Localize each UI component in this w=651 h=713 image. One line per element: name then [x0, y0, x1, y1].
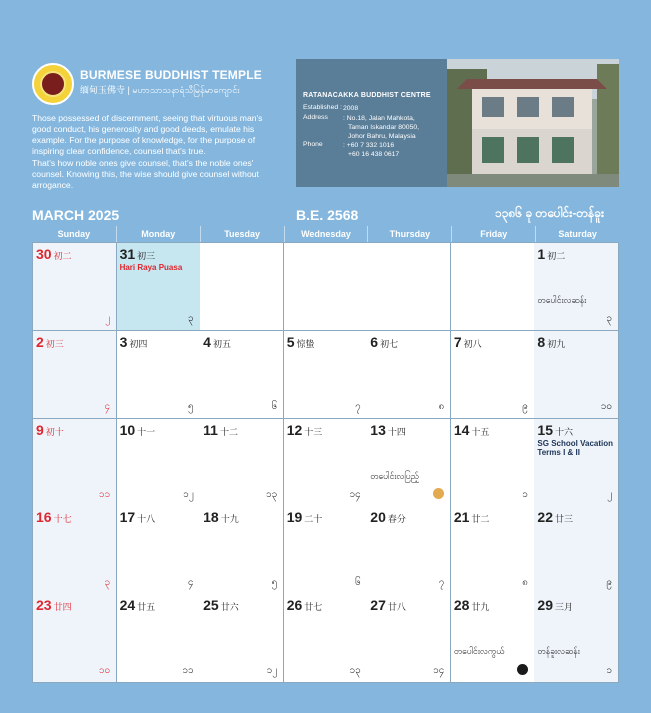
day-number-value: 3 [119, 333, 128, 350]
day-number-value: 9 [36, 421, 44, 438]
myanmar-date: ၂ [105, 313, 111, 325]
day-number-value: 27 [370, 597, 386, 614]
day-number [36, 509, 72, 525]
temple-name: BURMESE BUDDHIST TEMPLE [80, 68, 262, 82]
day-number [287, 597, 323, 613]
lunar-date: 初七 [380, 338, 399, 349]
myanmar-date: ၁၄ [349, 488, 361, 500]
day-number-value: 2 [36, 333, 44, 350]
day-cell-28[interactable] [451, 594, 535, 682]
lunar-date: 十九 [220, 514, 239, 525]
address-line: : No.18, Jalan Mahkota, [343, 115, 415, 122]
day-number [537, 334, 565, 350]
day-number-value: 22 [537, 509, 553, 526]
empty-day-cell [451, 243, 535, 331]
lunar-date: 廿七 [304, 602, 323, 613]
day-number [120, 509, 156, 525]
myanmar-date: ၁၀ [600, 401, 612, 413]
day-cell-9[interactable] [33, 419, 117, 507]
day-event: SG School Vacation Terms I & II [537, 438, 613, 457]
myanmar-date: ၁၁ [182, 665, 194, 677]
day-number-value: 4 [203, 333, 211, 350]
day-cell-20[interactable] [367, 506, 451, 594]
day-number-value: 30 [36, 246, 52, 262]
myanmar-date: ၄ [188, 576, 194, 588]
myanmar-date: ၁၃ [265, 488, 278, 500]
empty-day-cell [367, 243, 451, 331]
myanmar-date: ၁ [606, 665, 612, 677]
day-number-value: 16 [36, 509, 52, 526]
myanmar-date: ၃ [606, 313, 612, 325]
weekday-saturday: Saturday [535, 226, 619, 242]
myanmar-date: ၁၂ [183, 488, 194, 500]
day-cell-5[interactable] [284, 331, 368, 419]
lunar-date: 初九 [547, 338, 566, 349]
day-number [120, 422, 156, 438]
day-number [537, 422, 573, 438]
day-cell-21[interactable] [451, 506, 535, 594]
day-cell-10[interactable] [117, 419, 201, 507]
day-number-value: 7 [453, 333, 462, 350]
lunar-date: 十五 [471, 426, 490, 437]
day-number-value: 28 [453, 597, 470, 614]
myanmar-date: ၁၁ [98, 488, 111, 500]
new-moon-icon [517, 664, 528, 675]
myanmar-date: ၇ [355, 401, 361, 413]
day-number-value: 25 [203, 597, 219, 614]
myanmar-date: ၇ [438, 576, 445, 588]
day-number-value: 13 [370, 421, 386, 438]
day-cell-27[interactable] [367, 594, 451, 682]
day-cell-14[interactable] [451, 419, 535, 507]
quote-paragraph-1: Those possessed of discernment, seeing that virtuous man's good conduct, his generosity and good deeds, emulate his example. For the purpose of knowledge, for the purpose of inspiring clear confidence, counsel that's true. [32, 113, 263, 156]
day-number [454, 509, 490, 525]
quote-paragraph-2: That's how noble ones give counsel, that's the noble ones' counsel. Knowing this, the wise should give counsel without arrogance. [32, 158, 259, 190]
lunar-date: 十七 [53, 514, 72, 525]
lunar-date: 廿三 [555, 514, 574, 525]
myanmar-date: ၁၀ [98, 665, 111, 677]
lunar-date: 廿五 [137, 602, 156, 613]
day-number [370, 422, 406, 438]
day-number-value: 15 [537, 421, 553, 438]
phone-value [343, 141, 453, 159]
day-number [287, 422, 323, 438]
day-number [203, 597, 239, 613]
lunar-date: 廿九 [471, 602, 490, 613]
day-number-value: 26 [286, 597, 303, 614]
centre-title: RATANACAKKA BUDDHIST CENTRE [303, 92, 431, 99]
phone-line: +60 16 438 0617 [348, 151, 400, 158]
day-cell-18[interactable] [200, 506, 284, 594]
weekday-sunday: Sunday [57, 229, 91, 239]
temple-logo [32, 63, 74, 105]
lunar-date: 十八 [137, 514, 156, 525]
day-number-value: 17 [119, 509, 136, 526]
day-number [36, 334, 64, 350]
address-line: Taman Iskandar 80050, [348, 124, 420, 131]
day-number [36, 422, 64, 438]
day-cell-26[interactable] [284, 594, 368, 682]
day-number-value: 24 [119, 597, 136, 614]
day-cell-4[interactable] [200, 331, 284, 419]
full-moon-icon [433, 488, 444, 499]
day-number-value: 1 [537, 246, 546, 262]
established-label: Established : [303, 104, 342, 111]
calendar-month: MARCH 2025 [32, 207, 120, 223]
lunar-date: 十四 [387, 426, 406, 437]
myanmar-date: ၈ [522, 576, 528, 588]
day-number [203, 334, 231, 350]
day-number [203, 422, 238, 438]
day-cell-6[interactable] [367, 331, 451, 419]
calendar-myanmar-month: ၁၃၈၆ ခု တပေါင်း-တန်ခူး [495, 206, 605, 220]
day-number-value: 12 [286, 421, 303, 438]
day-number-value: 18 [203, 509, 219, 526]
myanmar-date: ၉ [606, 576, 612, 588]
day-cell-13[interactable] [367, 419, 451, 507]
day-cell-2[interactable] [33, 331, 117, 419]
day-number [537, 597, 573, 613]
day-number-value: 29 [537, 597, 553, 614]
day-cell-22[interactable] [534, 506, 618, 594]
established-value: 2008 [343, 105, 359, 112]
address-label: Address [303, 114, 328, 121]
day-cell-3[interactable] [117, 331, 201, 419]
day-number-value: 10 [119, 421, 136, 438]
empty-day-cell [200, 243, 284, 331]
day-number [36, 246, 72, 262]
myanmar-date: ၅ [271, 576, 278, 588]
day-number [287, 334, 315, 350]
lunar-date: 初二 [547, 251, 566, 261]
weekday-monday: Monday [116, 226, 200, 242]
address-line: Johor Bahru, Malaysia [348, 133, 416, 140]
day-number [370, 509, 406, 525]
day-event: Hari Raya Puasa [119, 263, 183, 272]
lunar-date: 初四 [129, 338, 148, 349]
day-number-value: 8 [537, 333, 546, 350]
phone-line: : +60 7 332 1016 [343, 142, 395, 149]
day-cell-19[interactable] [284, 506, 368, 594]
day-number [537, 509, 573, 525]
myanmar-date: ၁၃ [349, 665, 361, 677]
day-cell-17[interactable] [117, 506, 201, 594]
myanmar-date: ၁၂ [266, 665, 278, 677]
lunar-date: 十三 [304, 426, 323, 437]
weekday-tuesday: Tuesday [200, 226, 284, 242]
day-cell-7[interactable] [451, 331, 535, 419]
lunar-date: 初五 [212, 338, 231, 349]
day-number [36, 597, 72, 613]
day-number-value: 14 [453, 421, 470, 438]
calendar-grid [32, 242, 619, 683]
day-number [120, 334, 148, 350]
day-number [370, 597, 406, 613]
lunar-date: 春分 [387, 514, 406, 525]
day-cell-29[interactable] [534, 594, 618, 682]
day-number [454, 422, 490, 438]
myanmar-date: ၅ [188, 401, 194, 413]
day-cell-11[interactable] [200, 419, 284, 507]
day-number [370, 334, 398, 350]
myanmar-date: ၂ [607, 488, 612, 500]
day-number-value: 31 [119, 246, 136, 262]
day-number-value: 11 [203, 421, 218, 438]
lunar-date: 廿二 [471, 514, 490, 525]
day-number [454, 334, 482, 350]
day-number-value: 23 [36, 597, 52, 614]
day-cell-16[interactable] [33, 506, 117, 594]
lunar-date: 初二 [53, 251, 72, 261]
moon-phase-label: တန်ခူးလဆန်း [537, 646, 580, 657]
phone-label: Phone [303, 141, 323, 148]
weekday-thursday: Thursday [367, 226, 451, 242]
lunar-date: 十一 [137, 426, 156, 437]
day-number [120, 246, 156, 262]
calendar-buddhist-era: B.E. 2568 [296, 207, 359, 223]
lunar-date: 廿六 [220, 602, 239, 613]
lunar-date: 三月 [555, 602, 574, 613]
weekday-header [32, 226, 619, 242]
lunar-date: 二十 [304, 514, 323, 525]
day-number [203, 509, 239, 525]
lunar-date: 初三 [45, 338, 64, 349]
day-number [120, 597, 156, 613]
moon-phase-label: တပေါင်းလကွယ် [453, 646, 505, 657]
myanmar-date: ၆ [271, 401, 278, 413]
lunar-date: 十二 [219, 426, 238, 437]
day-number-value: 5 [286, 333, 295, 350]
myanmar-date: ၄ [104, 401, 111, 413]
address-value [343, 114, 453, 141]
lunar-date: 初三 [137, 251, 156, 261]
day-number [454, 597, 490, 613]
day-cell-23[interactable] [33, 594, 117, 682]
day-cell-24[interactable] [117, 594, 201, 682]
day-cell-31[interactable] [117, 243, 201, 331]
day-cell-25[interactable] [200, 594, 284, 682]
myanmar-date: ၆ [355, 576, 361, 588]
myanmar-date: ၁ [522, 488, 528, 500]
day-cell-8[interactable] [534, 331, 618, 419]
day-cell-1[interactable] [534, 243, 618, 331]
weekday-friday: Friday [451, 226, 535, 242]
lunar-date: 廿八 [387, 602, 406, 613]
lunar-date: 十六 [555, 426, 574, 437]
weekday-wednesday: Wednesday [284, 226, 368, 242]
day-cell-15[interactable] [534, 419, 618, 507]
day-number [287, 509, 323, 525]
day-number-value: 21 [453, 509, 470, 526]
lunar-date: 廿四 [53, 602, 72, 613]
myanmar-date: ၃ [104, 576, 111, 588]
centre-photo [447, 59, 619, 187]
myanmar-date: ၁၄ [433, 665, 445, 677]
day-number-value: 20 [370, 509, 386, 526]
day-cell-30[interactable] [33, 243, 117, 331]
empty-day-cell [284, 243, 368, 331]
centre-info-box [296, 59, 447, 187]
moon-phase-label: တပေါင်းလပြည့် [370, 470, 419, 481]
day-cell-12[interactable] [284, 419, 368, 507]
moon-phase-label: တပေါင်းလဆန်း [537, 295, 587, 305]
day-number-value: 19 [286, 509, 303, 526]
myanmar-date: ၉ [522, 401, 528, 413]
day-number [537, 246, 565, 262]
lunar-date: 惊蛰 [296, 338, 315, 349]
calendar [32, 226, 619, 683]
lunar-date: 初八 [463, 338, 482, 349]
temple-subtitle: 缅甸玉佛寺 | မဟာသာသနာရံသီမြန်မာကျောင်း [80, 85, 240, 95]
lunar-date: 初十 [45, 426, 64, 437]
myanmar-date: ၃ [188, 313, 194, 325]
myanmar-date: ၈ [438, 401, 445, 413]
day-number-value: 6 [370, 333, 379, 350]
